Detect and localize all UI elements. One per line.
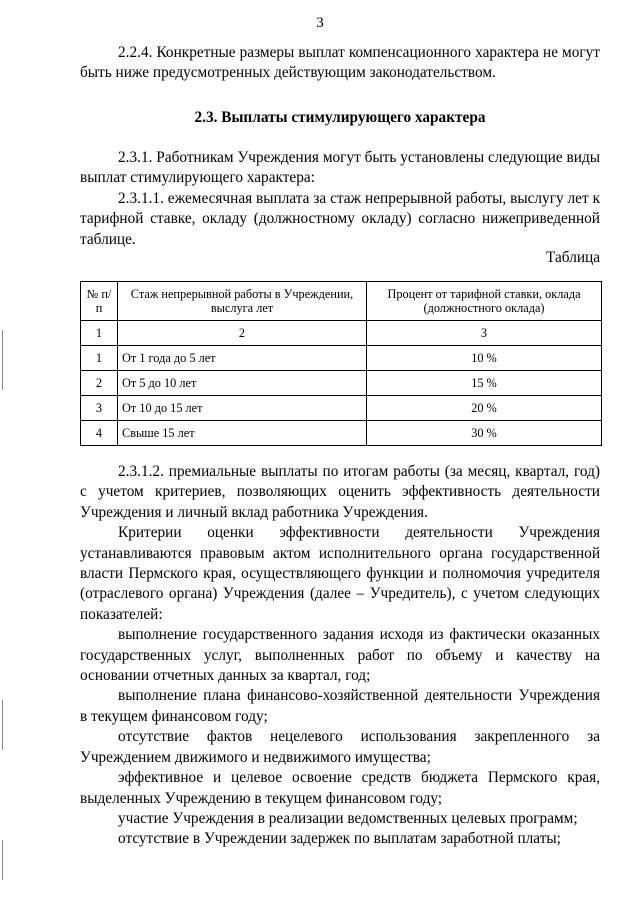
table-cell: 20 % — [367, 396, 602, 421]
paragraph: выполнение государственного задания исходя из фактически оказанных государственных услуг, выполненных работ по объему и качеству на основании отчетных данных за квартал, год; — [80, 626, 600, 685]
table-header-row — [81, 282, 602, 321]
table-cell: 30 % — [367, 421, 602, 446]
table-cell: 1 — [81, 346, 118, 371]
scan-edge-mark — [2, 700, 3, 750]
table-cell: 1 — [81, 321, 118, 346]
table-cell: 3 — [81, 396, 118, 421]
seniority-table — [80, 281, 602, 446]
scan-edge-mark — [2, 330, 3, 390]
table-cell: 10 % — [367, 346, 602, 371]
table-cell: От 1 года до 5 лет — [118, 346, 367, 371]
paragraph: 2.3.1.1. ежемесячная выплата за стаж непрерывной работы, выслугу лет к тарифной ставке, окладу (должностному окладу) согласно нижеприведенной таблице. — [80, 189, 600, 248]
table-index-row — [81, 321, 602, 346]
table-cell: 4 — [81, 421, 118, 446]
paragraph: 2.3.1. Работникам Учреждения могут быть установлены следующие виды выплат стимулирующего характера: — [80, 149, 600, 187]
paragraph: 2.3.1.2. премиальные выплаты по итогам работы (за месяц, квартал, год) с учетом критериев, позволяющих оценить эффективность деятельности Учреждения и личный вклад работника Учреждения. — [80, 463, 600, 521]
paragraph: 2.2.4. Конкретные размеры выплат компенсационного характера не могут быть ниже предусмотренных действующим законодательством. — [80, 44, 600, 82]
page-number: 3 — [316, 15, 324, 31]
table-cell: Свыше 15 лет — [118, 421, 367, 446]
paragraph: выполнение плана финансово-хозяйственной деятельности Учреждения в текущем финансовом году; — [80, 687, 600, 725]
paragraph: участие Учреждения в реализации ведомственных целевых программ; — [118, 809, 578, 827]
paragraph: отсутствие в Учреждении задержек по выплатам заработной платы; — [118, 830, 561, 848]
table-cell: От 10 до 15 лет — [118, 396, 367, 421]
table-cell: 3 — [367, 321, 602, 346]
table-header-cell: Стаж непрерывной работы в Учреждении, выслуга лет — [118, 282, 367, 321]
paragraph: отсутствие фактов нецелевого использования закрепленного за Учреждением движимого и недвижимого имущества; — [80, 728, 600, 766]
table-header-cell: № п/п — [81, 282, 118, 321]
table-row — [81, 346, 602, 371]
paragraph-block-2 — [80, 148, 600, 250]
table-header-cell: Процент от тарифной ставки, оклада (должностного оклада) — [367, 282, 602, 321]
table-cell: 15 % — [367, 371, 602, 396]
paragraph: эффективное и целевое освоение средств бюджета Пермского края, выделенных Учреждению в текущем финансовом году; — [80, 769, 600, 807]
table-row — [81, 396, 602, 421]
table-cell: От 5 до 10 лет — [118, 371, 367, 396]
paragraph-block-1 — [80, 43, 600, 84]
table-caption: Таблица — [546, 249, 600, 266]
section-heading: 2.3. Выплаты стимулирующего характера — [194, 109, 486, 126]
table-cell: 2 — [81, 371, 118, 396]
table-row — [81, 421, 602, 446]
paragraph-block-3 — [80, 462, 600, 850]
table-row — [81, 371, 602, 396]
scan-edge-mark — [2, 840, 3, 880]
table-cell: 2 — [118, 321, 367, 346]
paragraph: Критерии оценки эффективности деятельности Учреждения устанавливаются правовым актом исполнительного органа государственной власти Пермского края, осуществляющего функции и полномочия учредителя (отраслевого органа) Учреждения (далее – Учредитель), с учетом следующих показателей: — [80, 524, 600, 623]
